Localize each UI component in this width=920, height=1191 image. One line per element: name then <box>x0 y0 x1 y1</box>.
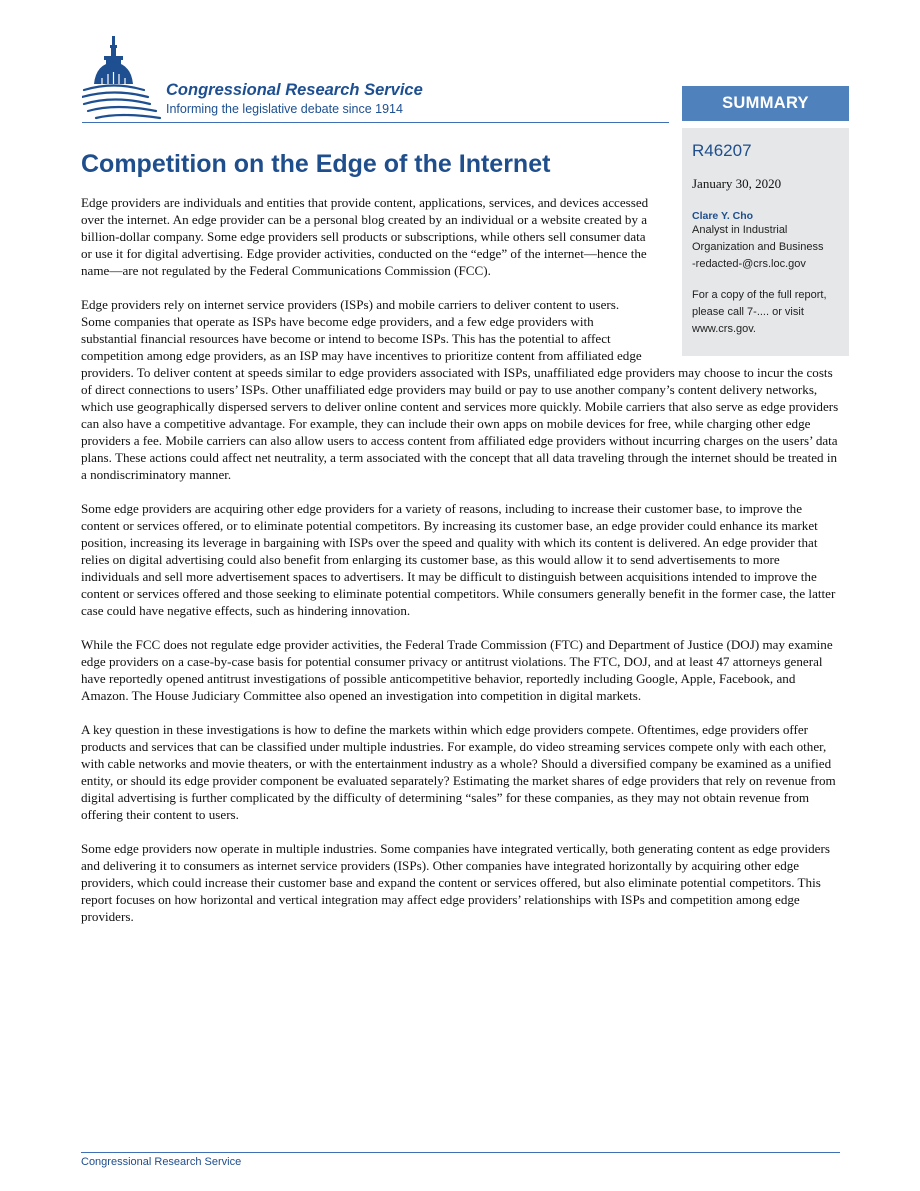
paragraph-4: While the FCC does not regulate edge provider activities, the Federal Trade Commission (FTC) and Department of Justice (DOJ) may examine edge providers on a case-by-case basis for potential consumer privacy or antitrust violations. The FTC, DOJ, and at least 47 attorneys general have reportedly opened antitrust investigations of possible anticompetitive behavior, reportedly including Google, Apple, Facebook, and Amazon. The House Judiciary Committee also opened an investigation into competition in digital markets. <box>81 637 833 703</box>
crs-website-link[interactable]: www.crs.gov. <box>692 323 756 335</box>
paragraph-3: Some edge providers are acquiring other edge providers for a variety of reasons, including to increase their customer base, to improve the content or services offered, or to eliminate potential competitors. By increasing its customer base, an edge provider could enhance its market position, increasing its leverage in bargaining with ISPs over the speed and quality with which its content is delivered. An edge provider that relies on digital advertising could also benefit from enlarging its customer base, as this would allow it to send advertisements to more individuals and sell more advertisement spaces to advertisers. It may be difficult to distinguish between acquisitions intended to improve the content or services offered and those seeking to eliminate potential competitors. While consumers generally benefit in the former case, the latter case could have negative effects, such as hindering innovation. <box>81 501 836 618</box>
author-title-line-1: Analyst in Industrial <box>692 224 788 236</box>
author-name: Clare Y. Cho <box>692 210 754 222</box>
footer-org-name: Congressional Research Service <box>81 1156 242 1168</box>
org-tagline: Informing the legislative debate since 1914 <box>166 102 403 116</box>
footer-divider <box>81 1152 840 1153</box>
paragraph-1: Edge providers are individuals and entities that provide content, applications, services, and devices accessed over the internet. An edge provider can be a personal blog created by an individual or a website created by a billion-dollar company. Some edge providers sell products or subscriptions, while others sell consumer data or use it for digital advertising. Edge provider activities, conducted on the “edge” of the internet—hence the name—are not regulated by the Federal Communications Commission (FCC). <box>81 195 649 278</box>
org-name: Congressional Research Service <box>166 81 423 99</box>
report-date: January 30, 2020 <box>692 176 782 191</box>
capitol-dome-icon <box>82 34 162 124</box>
paragraph-6: Some edge providers now operate in multiple industries. Some companies have integrated vertically, both generating content as edge providers and delivering it to consumers as internet service providers (ISPs). Other companies have integrated horizontally by acquiring other edge providers, which could increase their customer base and expand the content or services offered, but also eliminate potential competitors. This report focuses on how horizontal and vertical integration may affect edge providers’ relationships with ISPs and competition among edge providers. <box>81 841 830 924</box>
report-number: R46207 <box>692 141 752 160</box>
header-divider <box>82 122 669 123</box>
report-copy-note-2: please call 7-.... or visit <box>692 306 804 318</box>
crs-logo <box>82 34 482 124</box>
author-email[interactable]: -redacted-@crs.loc.gov <box>692 258 806 270</box>
summary-body <box>81 194 839 942</box>
document-title: Competition on the Edge of the Internet <box>81 150 551 178</box>
paragraph-5: A key question in these investigations is how to define the markets within which edge providers compete. Oftentimes, edge providers offer products and services that can be classified under multiple industries. For example, do video streaming services compete only with each other, with cable networks and movie theaters, or with the entertainment industry as a whole? Should a diversified company be examined as a unified entity, or should its edge provider component be evaluated separately? Estimating the market shares of edge providers that rely on revenue from digital advertising is further complicated by the difficulty of determining “sales” for these companies, as they may not obtain revenue from offering their content to users. <box>81 722 836 822</box>
paragraph-2: Edge providers rely on internet service providers (ISPs) and mobile carriers to deliver content to users. Some companies that operate as ISPs have become edge providers, and a few edge providers with substantial financial resources have become or intend to become ISPs. This has the potential to affect competition among edge providers, as an ISP may have incentives to prioritize content from affiliated edge providers. To deliver content at speeds similar to edge providers associated with ISPs, unaffiliated edge providers may choose to incur the costs of direct connections to users’ ISPs. Other unaffiliated edge providers may build or pay to use another company’s content delivery networks, which use geographically dispersed servers to deliver online content and services more quickly. Mobile carriers that also serve as edge providers can also have a competitive advantage. For example, they can include their own apps on mobile devices for free, while charging other edge providers a fee. Mobile carriers can also allow users to access content from affiliated edge providers without incurring charges on the users’ data plans. These actions could affect net neutrality, a term associated with the concept that all data traveling through the internet should be treated in a nondiscriminatory manner. <box>81 297 839 482</box>
author-title-line-2: Organization and Business <box>692 241 824 253</box>
report-copy-note-1: For a copy of the full report, <box>692 289 827 301</box>
sidebar-wrap-spacer <box>651 194 839 356</box>
summary-label: SUMMARY <box>682 86 849 121</box>
